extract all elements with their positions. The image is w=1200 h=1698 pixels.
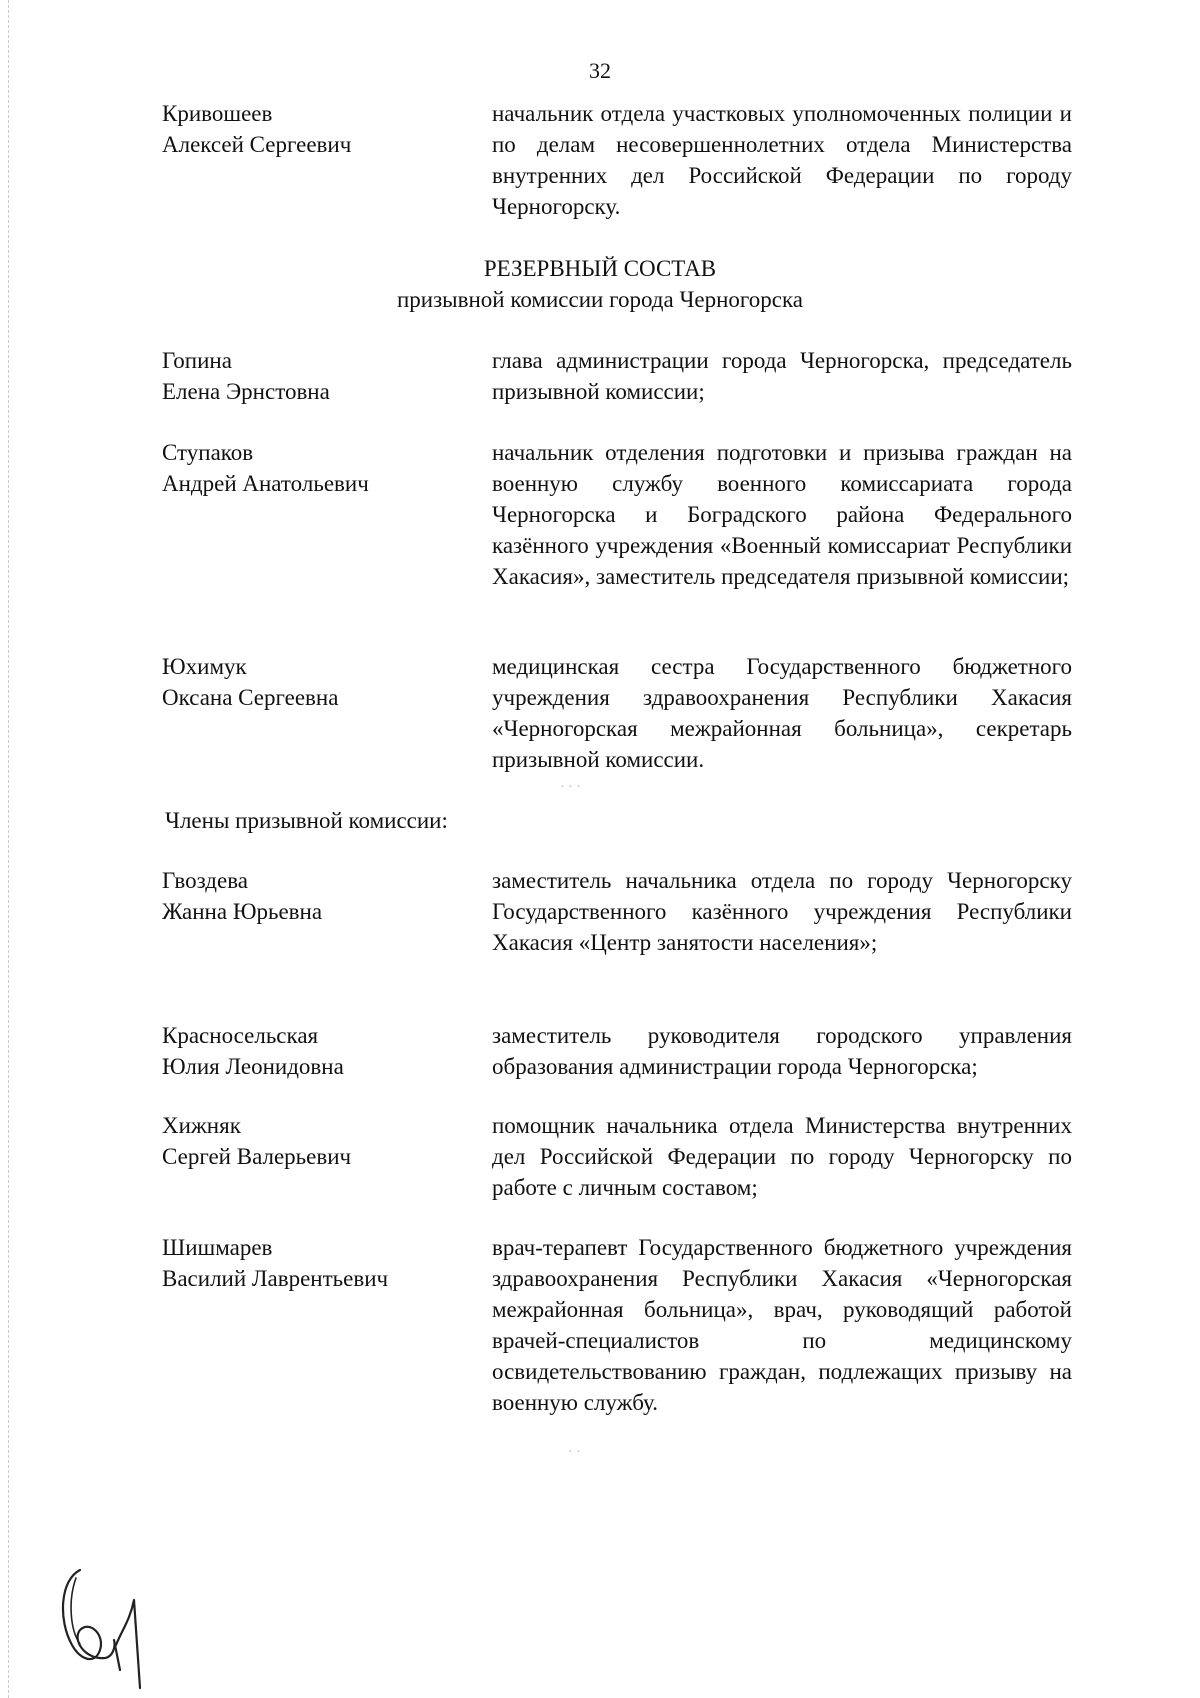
person-role: медицинская сестра Государственного бюджетного учреждения здравоохранения Республики Хакасия «Черногорская межрайонная больница», секретарь призывной комиссии. bbox=[492, 654, 1072, 772]
signature-mark bbox=[50, 1560, 160, 1690]
person-role: помощник начальника отдела Министерства внутренних дел Российской Федерации по городу Черногорску по работе с личным составом; bbox=[492, 1113, 1072, 1200]
person-given-names: Алексей Сергеевич bbox=[162, 132, 352, 157]
person-given-names: Елена Эрнстовна bbox=[162, 379, 330, 404]
person-name bbox=[162, 98, 482, 160]
person-surname: Кривошеев bbox=[162, 101, 273, 126]
person-name bbox=[162, 1110, 482, 1172]
page-number: 32 bbox=[589, 58, 611, 83]
person-given-names: Юлия Леонидовна bbox=[162, 1054, 344, 1079]
reserve-heading bbox=[0, 253, 1200, 315]
person-surname: Гопина bbox=[162, 348, 232, 373]
person-role: глава администрации города Черногорска, председатель призывной комиссии; bbox=[492, 348, 1072, 404]
person-role: заместитель руководителя городского управления образования администрации города Черногорска; bbox=[492, 1023, 1072, 1079]
person-given-names: Оксана Сергеевна bbox=[162, 685, 339, 710]
person-name bbox=[162, 651, 482, 713]
person-surname: Ступаков bbox=[162, 440, 254, 465]
person-name bbox=[162, 1020, 482, 1082]
person-name bbox=[162, 437, 482, 499]
person-surname: Красносельская bbox=[162, 1023, 319, 1048]
person-name bbox=[162, 1232, 482, 1294]
person-surname: Гвоздева bbox=[162, 868, 248, 893]
person-role: начальник отделения подготовки и призыва граждан на военную службу военного комиссариата города Черногорска и Боградского района Федерального казённого учреждения «Военный комиссариат Республики Хакасия», заместитель председателя призывной комиссии; bbox=[492, 440, 1072, 589]
members-label: Члены призывной комиссии: bbox=[165, 808, 448, 833]
scan-speck: · · · bbox=[560, 780, 581, 795]
person-surname: Шишмарев bbox=[162, 1235, 273, 1260]
person-role: заместитель начальника отдела по городу Черногорску Государственного казённого учреждения Республики Хакасия «Центр занятости населения»; bbox=[492, 868, 1072, 955]
person-surname: Хижняк bbox=[162, 1113, 241, 1138]
reserve-heading-subtitle: призывной комиссии города Черногорска bbox=[396, 287, 804, 312]
person-role: врач-терапевт Государственного бюджетного учреждения здравоохранения Республики Хакасия «Черногорская межрайонная больница», врач, руководящий работой врачей-специалистов по медицинскому освидетельствованию граждан, подлежащих призыву на военную службу. bbox=[492, 1235, 1072, 1415]
person-role: начальник отдела участковых уполномоченных полиции и по делам несовершеннолетних отдела Министерства внутренних дел Российской Федерации по городу Черногорску. bbox=[492, 101, 1072, 219]
reserve-heading-title: РЕЗЕРВНЫЙ СОСТАВ bbox=[483, 256, 717, 281]
scan-speck: · · bbox=[568, 1445, 581, 1460]
person-given-names: Жанна Юрьевна bbox=[162, 899, 323, 924]
person-name bbox=[162, 865, 482, 927]
person-given-names: Василий Лаврентьевич bbox=[162, 1266, 389, 1291]
person-given-names: Сергей Валерьевич bbox=[162, 1144, 352, 1169]
person-given-names: Андрей Анатольевич bbox=[162, 471, 369, 496]
person-name bbox=[162, 345, 482, 407]
person-surname: Юхимук bbox=[162, 654, 247, 679]
